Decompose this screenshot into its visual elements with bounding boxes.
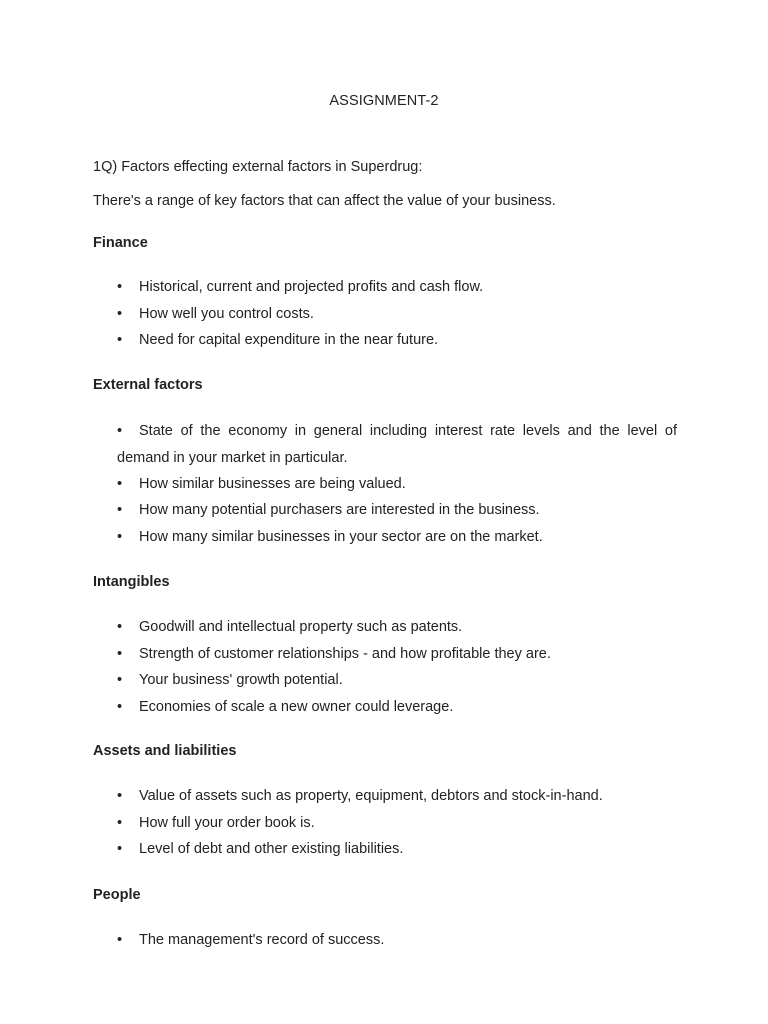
list-item-text: Historical, current and projected profits and cash flow. xyxy=(139,279,484,295)
list-item xyxy=(117,476,406,492)
section-heading-people: People xyxy=(93,887,141,903)
list-item-text: Need for capital expenditure in the near future. xyxy=(139,332,439,348)
bullet-icon: • xyxy=(117,699,123,715)
list-item xyxy=(117,699,453,715)
list-item-text: How similar businesses are being valued. xyxy=(139,476,406,492)
question-line: 1Q) Factors effecting external factors in Superdrug: xyxy=(93,159,423,175)
list-item-text: Level of debt and other existing liabilities. xyxy=(139,841,404,857)
document-title: ASSIGNMENT-2 xyxy=(329,93,439,109)
list-item-text: Your business' growth potential. xyxy=(139,672,343,688)
bullet-icon: • xyxy=(117,332,123,348)
list-item-text: The management's record of success. xyxy=(139,932,385,948)
bullet-icon: • xyxy=(117,423,123,439)
list-item-text: How well you control costs. xyxy=(139,306,314,322)
bullet-icon: • xyxy=(117,502,123,518)
bullet-icon: • xyxy=(117,788,123,804)
list-item xyxy=(117,502,540,518)
section-heading-assets-liabilities: Assets and liabilities xyxy=(93,743,237,759)
bullet-icon: • xyxy=(117,646,123,662)
section-heading-external-factors: External factors xyxy=(93,377,203,393)
bullet-icon: • xyxy=(117,306,123,322)
bullet-icon: • xyxy=(117,672,123,688)
list-item xyxy=(117,332,438,348)
list-item xyxy=(117,646,551,662)
bullet-icon: • xyxy=(117,529,123,545)
list-item xyxy=(117,529,543,545)
bullet-icon: • xyxy=(117,815,123,831)
bullet-icon: • xyxy=(117,619,123,635)
list-item-text: How full your order book is. xyxy=(139,815,315,831)
list-item-text: Strength of customer relationships - and how profitable they are. xyxy=(139,646,551,662)
list-item xyxy=(117,418,677,471)
bullet-icon: • xyxy=(117,476,123,492)
list-item xyxy=(117,841,403,857)
bullet-icon: • xyxy=(117,279,123,295)
bullet-icon: • xyxy=(117,841,123,857)
list-item xyxy=(117,932,384,948)
list-item xyxy=(117,279,483,295)
list-item-text: Economies of scale a new owner could leverage. xyxy=(139,699,454,715)
list-item xyxy=(117,788,603,804)
list-item xyxy=(117,815,315,831)
list-item-text: How many potential purchasers are interested in the business. xyxy=(139,502,540,518)
list-item-text: Goodwill and intellectual property such as patents. xyxy=(139,619,463,635)
list-item xyxy=(117,306,314,322)
list-item-text: State of the economy in general including interest rate levels and the level of demand in your market in particular. xyxy=(117,423,677,466)
section-heading-intangibles: Intangibles xyxy=(93,574,170,590)
list-item xyxy=(117,672,343,688)
list-item xyxy=(117,619,462,635)
bullet-icon: • xyxy=(117,932,123,948)
list-item-text: Value of assets such as property, equipment, debtors and stock-in-hand. xyxy=(139,788,603,804)
intro-paragraph: There's a range of key factors that can affect the value of your business. xyxy=(93,193,556,209)
section-heading-finance: Finance xyxy=(93,235,148,251)
list-item-text: How many similar businesses in your sector are on the market. xyxy=(139,529,543,545)
